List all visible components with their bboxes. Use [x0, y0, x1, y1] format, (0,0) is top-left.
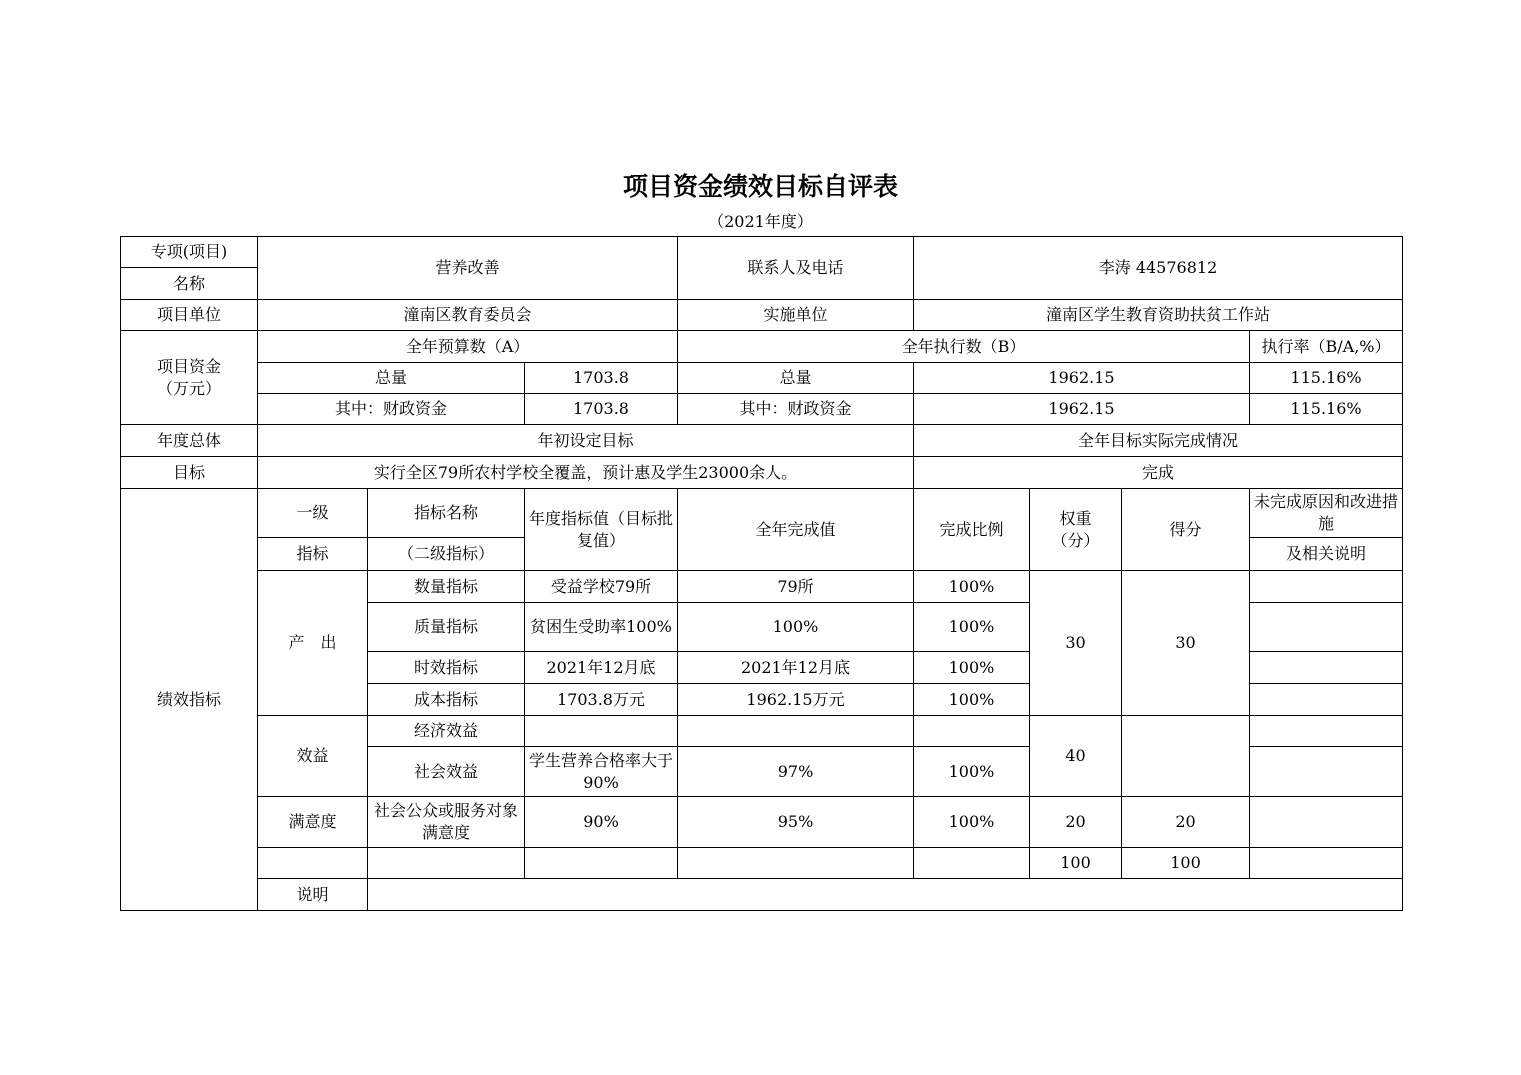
executed-header: 全年执行数（B） — [678, 331, 1250, 363]
indicator-ratio: 100% — [914, 571, 1030, 603]
level1-header-b: 指标 — [258, 538, 368, 571]
level1-header-a: 一级 — [258, 489, 368, 538]
ratio-header: 完成比例 — [914, 489, 1030, 571]
indicator-reason — [1250, 571, 1403, 603]
impl-unit-label: 实施单位 — [678, 300, 914, 331]
rate-header: 执行率（B/A,%） — [1250, 331, 1403, 363]
name-header-b: （二级指标） — [368, 538, 525, 571]
indicator-name: 时效指标 — [368, 652, 525, 684]
project-name: 营养改善 — [258, 237, 678, 300]
budget-header: 全年预算数（A） — [258, 331, 678, 363]
fiscal-budget-label: 其中：财政资金 — [258, 394, 525, 425]
indicator-actual: 95% — [678, 797, 914, 848]
satisfaction-score: 20 — [1122, 797, 1250, 848]
benefit-weight: 40 — [1030, 716, 1122, 797]
project-name-label-1: 专项(项目) — [121, 237, 258, 268]
goal-actual-header: 全年目标实际完成情况 — [914, 425, 1403, 457]
benefit-label: 效益 — [258, 716, 368, 797]
indicator-ratio: 100% — [914, 652, 1030, 684]
target-header: 年度指标值（目标批复值） — [525, 489, 678, 571]
indicator-reason — [1250, 603, 1403, 652]
fiscal-budget-value: 1703.8 — [525, 394, 678, 425]
output-score: 30 — [1122, 571, 1250, 716]
total-rate-value: 115.16% — [1250, 363, 1403, 394]
note-label: 说明 — [258, 879, 368, 911]
indicator-target — [525, 716, 678, 747]
indicator-name: 经济效益 — [368, 716, 525, 747]
indicator-ratio: 100% — [914, 797, 1030, 848]
indicator-name: 社会效益 — [368, 747, 525, 797]
self-evaluation-table — [120, 236, 1403, 911]
funds-label: 项目资金 （万元） — [121, 331, 258, 425]
indicator-reason — [1250, 652, 1403, 684]
score-header: 得分 — [1122, 489, 1250, 571]
indicator-actual: 1962.15万元 — [678, 684, 914, 716]
total-level1 — [258, 848, 368, 879]
benefit-score — [1122, 716, 1250, 797]
indicator-name: 质量指标 — [368, 603, 525, 652]
total-budget-value: 1703.8 — [525, 363, 678, 394]
annual-goal-label-2: 目标 — [121, 457, 258, 489]
reason-header-a: 未完成原因和改进措施 — [1250, 489, 1403, 538]
fiscal-rate-value: 115.16% — [1250, 394, 1403, 425]
indicator-reason — [1250, 747, 1403, 797]
total-reason — [1250, 848, 1403, 879]
indicator-actual: 97% — [678, 747, 914, 797]
total-executed-value: 1962.15 — [914, 363, 1250, 394]
goal-set-header: 年初设定目标 — [258, 425, 914, 457]
indicator-target: 贫困生受助率100% — [525, 603, 678, 652]
weight-header: 权重 （分） — [1030, 489, 1122, 571]
satisfaction-label: 满意度 — [258, 797, 368, 848]
contact-value: 李涛 44576812 — [914, 237, 1403, 300]
form-title: 项目资金绩效目标自评表 — [622, 172, 898, 201]
indicator-ratio: 100% — [914, 603, 1030, 652]
indicator-target: 1703.8万元 — [525, 684, 678, 716]
fiscal-executed-value: 1962.15 — [914, 394, 1250, 425]
goal-set-value: 实行全区79所农村学校全覆盖，预计惠及学生23000余人。 — [258, 457, 914, 489]
total-executed-label: 总量 — [678, 363, 914, 394]
indicator-actual: 100% — [678, 603, 914, 652]
indicator-ratio: 100% — [914, 684, 1030, 716]
indicator-target: 2021年12月底 — [525, 652, 678, 684]
output-weight: 30 — [1030, 571, 1122, 716]
total-target — [525, 848, 678, 879]
indicators-label: 绩效指标 — [121, 489, 258, 911]
indicator-ratio — [914, 716, 1030, 747]
total-score: 100 — [1122, 848, 1250, 879]
indicator-target: 受益学校79所 — [525, 571, 678, 603]
total-budget-label: 总量 — [258, 363, 525, 394]
indicator-reason — [1250, 797, 1403, 848]
indicator-target: 90% — [525, 797, 678, 848]
annual-goal-label-1: 年度总体 — [121, 425, 258, 457]
indicator-name: 数量指标 — [368, 571, 525, 603]
output-label: 产 出 — [258, 571, 368, 716]
fiscal-executed-label: 其中：财政资金 — [678, 394, 914, 425]
project-unit-value: 潼南区教育委员会 — [258, 300, 678, 331]
indicator-name: 成本指标 — [368, 684, 525, 716]
indicator-target: 学生营养合格率大于90% — [525, 747, 678, 797]
total-actual — [678, 848, 914, 879]
indicator-actual: 2021年12月底 — [678, 652, 914, 684]
form-year: （2021年度） — [708, 212, 813, 231]
total-name — [368, 848, 525, 879]
indicator-name: 社会公众或服务对象满意度 — [368, 797, 525, 848]
project-unit-label: 项目单位 — [121, 300, 258, 331]
indicator-actual — [678, 716, 914, 747]
note-value — [368, 879, 1403, 911]
actual-header: 全年完成值 — [678, 489, 914, 571]
satisfaction-weight: 20 — [1030, 797, 1122, 848]
impl-unit-value: 潼南区学生教育资助扶贫工作站 — [914, 300, 1403, 331]
reason-header-b: 及相关说明 — [1250, 538, 1403, 571]
indicator-reason — [1250, 716, 1403, 747]
indicator-ratio: 100% — [914, 747, 1030, 797]
project-name-label-2: 名称 — [121, 268, 258, 300]
name-header-a: 指标名称 — [368, 489, 525, 538]
contact-label: 联系人及电话 — [678, 237, 914, 300]
indicator-reason — [1250, 684, 1403, 716]
indicator-actual: 79所 — [678, 571, 914, 603]
total-weight: 100 — [1030, 848, 1122, 879]
total-ratio — [914, 848, 1030, 879]
goal-actual-value: 完成 — [914, 457, 1403, 489]
